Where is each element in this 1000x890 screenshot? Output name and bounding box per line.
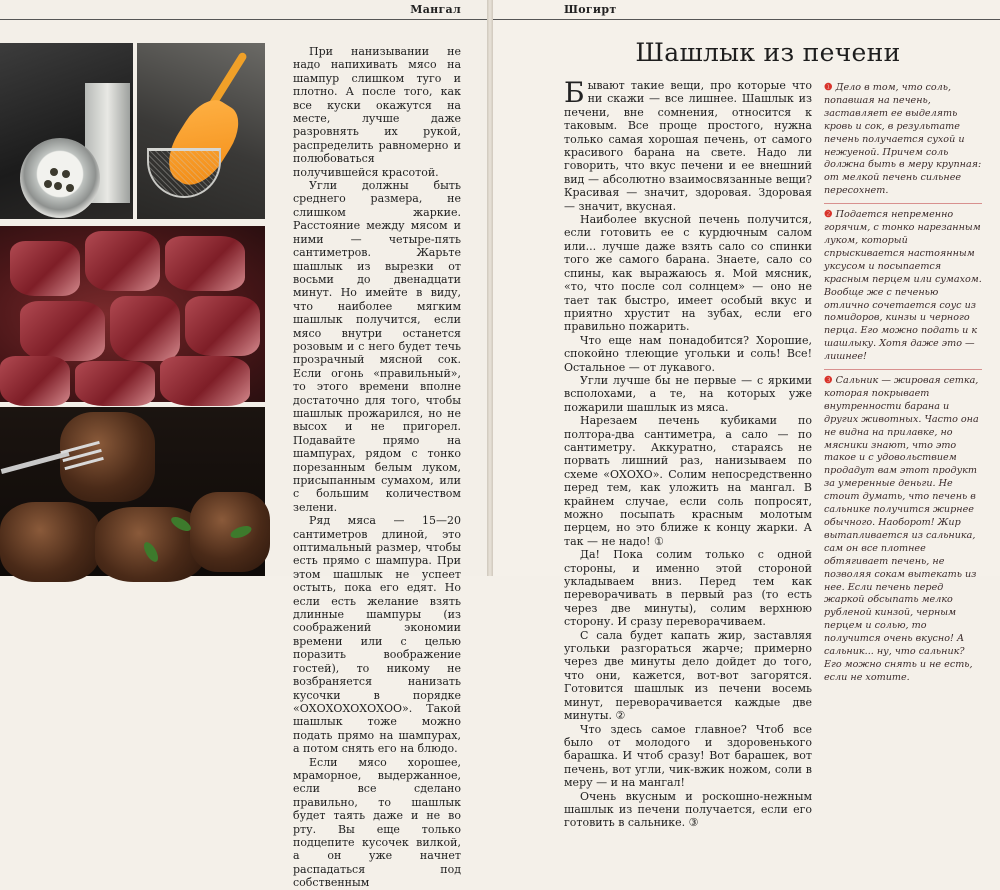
note-divider: [824, 369, 982, 370]
fork-icon: [0, 432, 120, 492]
paragraph: Что еще нам понадобится? Хорошие, спокойно тлеющие угольки и соль! Все! Остальное — от лукавого.: [564, 333, 812, 374]
photo-grilled-meat: [0, 407, 265, 576]
note-number: ❸: [824, 375, 833, 387]
sidenote: ❶ Дело в том, что соль, попавшая на печень, заставляет ее выделять кровь и сок, в результате печень получается сухой и нежуеной. Причем соль должна быть в меру крупная: от мелкой печень сильнее пересохнет.: [824, 82, 982, 197]
photo-sieve-spatula: [137, 43, 265, 219]
paragraph: Угли лучше бы не первые — с яркими всполохами, а те, на которых уже пожарили шашлык из мяса.: [564, 373, 812, 414]
paragraph: Что здесь самое главное? Чтоб все было от молодого и здоровенького барашка. И чтоб сразу! Вот барашек, вот печень, вот угли, чик-вжик ножом, соли в меру — и на мангал!: [564, 722, 812, 790]
paragraph: Угли должны быть среднего размера, не слишком жаркие. Расстояние между мясом и ними — четыре-пять сантиметров. Жарьте шашлык из вырезки от восьми до двенадцати минут. Но имейте в виду, что наиболее мягким шашлык получится, если мясо внутри останется розовым и с него будет течь прозрачный мясной сок. Если огонь «правильный», то этого времени вполне достаточно для того, чтобы шашлык прожарился, но не высох и не пригорел. Подавайте прямо на шампурах, рядом с тонко порезанным белым луком, присыпанным сумахом, или с большим количеством зелени.: [293, 179, 461, 514]
paragraph: Наиболее вкусной печень получится, если готовить ее с курдючным салом или... лучше даже взять сало со спинки того же самого барана. Знаете, сало со спины, как выражаюсь я. Мой мясник, «то, что после сол солнцем» — оно не тает так быстро, имеет особый вкус и приятно хрустит на зубах, если его правильно пожарить.: [564, 213, 812, 334]
photo-raw-meat: [0, 226, 265, 402]
left-page: [0, 0, 487, 890]
header-rule: [0, 19, 487, 20]
main-text-column: [564, 76, 812, 830]
note-number: ❷: [824, 209, 833, 221]
running-head-left: Мангал: [410, 3, 461, 16]
paragraph: Нарезаем печень кубиками по полтора-два сантиметра, а сало — по сантиметру. Аккуратно, стараясь не порвать лишний раз, нанизываем по схеме «ОХОХО». Солим непосредственно перед тем, как уложить на мангал. В крайнем случае, если соль попросят, можно посыпать красным молотым перцем, но это ближе к концу жарки. А так — не надо! ①: [564, 414, 812, 548]
paragraph: Да! Пока солим только с одной стороны, и именно этой стороной укладываем вниз. Перед тем как переворачивать в первый раз (то есть через две минуты), солим верхнюю сторону. И сразу переворачиваем.: [564, 548, 812, 629]
note-number: ❶: [824, 82, 833, 93]
paragraph: Ряд мяса — 15—20 сантиметров длиной, это оптимальный размер, чтобы есть прямо с шампура. При этом шашлык не успеет остыть, пока его едят. Но если есть желание взять длинные шампуры (из соображений экономии времени или с целью поразить воображение гостей), то никому не возбраняется нанизать кусочки в порядке «ОХОХОХОХОХОО». Такой шашлык тоже можно подать прямо на шампурах, а потом снять его на блюдо.: [293, 514, 461, 756]
sidenote: ❷ Подается непременно горячим, с тонко нарезанным луком, который спрыскивается настоянным уксусом и посыпается красным перцем или сумахом. Вообще же с печенью отлично сочетается соус из помидоров, кинзы и черного перца. Его можно подать и к шашлыку. Хотя даже это — лишнее!: [824, 209, 982, 363]
paragraph: Если мясо хорошее, мраморное, выдержанное, если все сделано правильно, то шашлык будет таять даже и не во рту. Вы еще только подцепите кусочек вилкой, а он уже начнет распадаться под собственным: [293, 755, 461, 890]
drop-cap: Б: [564, 76, 585, 109]
photo-meat-grinder: [0, 43, 133, 219]
paragraph: При нанизывании не надо напихивать мясо на шампур слишком туго и плотно. А после того, как все куски окажутся на месте, лучше даже разровнять их рукой, распределить равномерно и полюбоваться получившейся красотой.: [293, 45, 461, 179]
header-rule: [493, 19, 1000, 20]
sidenote: ❸ Сальник — жировая сетка, которая покрывает внутренности барана и других животных. Часто она не видна на прилавке, но мясники знают, что это такое и с удовольствием продадут вам этот продукт за умеренные деньги. Не стоит думать, что печень в сальнике получится жирнее обычного. Наоборот! Жир вытапливается из сальника, сам он все плотнее обтягивает печень, не позволяя сокам вытекать из нее. Если печень перед жаркой обсыпать мелко рубленой кинзой, черным перцем и солью, то получится очень вкусно! А сальник... ну, что сальник? Его можно снять и не есть, если не хотите.: [824, 375, 979, 683]
paragraph: Очень вкусным и роскошно-нежным шашлык из печени получается, если его готовить в сальнике. ③: [564, 789, 812, 830]
left-text-column: [293, 45, 461, 890]
right-page: [493, 0, 1000, 830]
sidenotes-column: [824, 82, 982, 685]
note-divider: [824, 203, 982, 204]
recipe-title: Шашлык из печени: [635, 38, 901, 67]
running-head-right: Шогирт: [564, 3, 617, 16]
paragraph: Бывают такие вещи, про которые что ни скажи — все лишнее. Шашлык из печени, вне сомнения, относится к таковым. Все проще простого, нужна только самая хорошая печень, от самого красивого барана на свете. Надо ли говорить, что вкус печени и ее внешний вид — абсолютно взаимосвязанные вещи? Красивая — значит, здоровая. Здоровая — значит, вкусная.: [564, 76, 812, 213]
paragraph: С сала будет капать жир, заставляя угольки разгораться жарче; примерно через две минуты дело дойдет до того, что они, кажется, вот-вот загорятся. Готовится шашлык из печени восемь минут, переворачивается каждые две минуты. ②: [564, 628, 812, 723]
